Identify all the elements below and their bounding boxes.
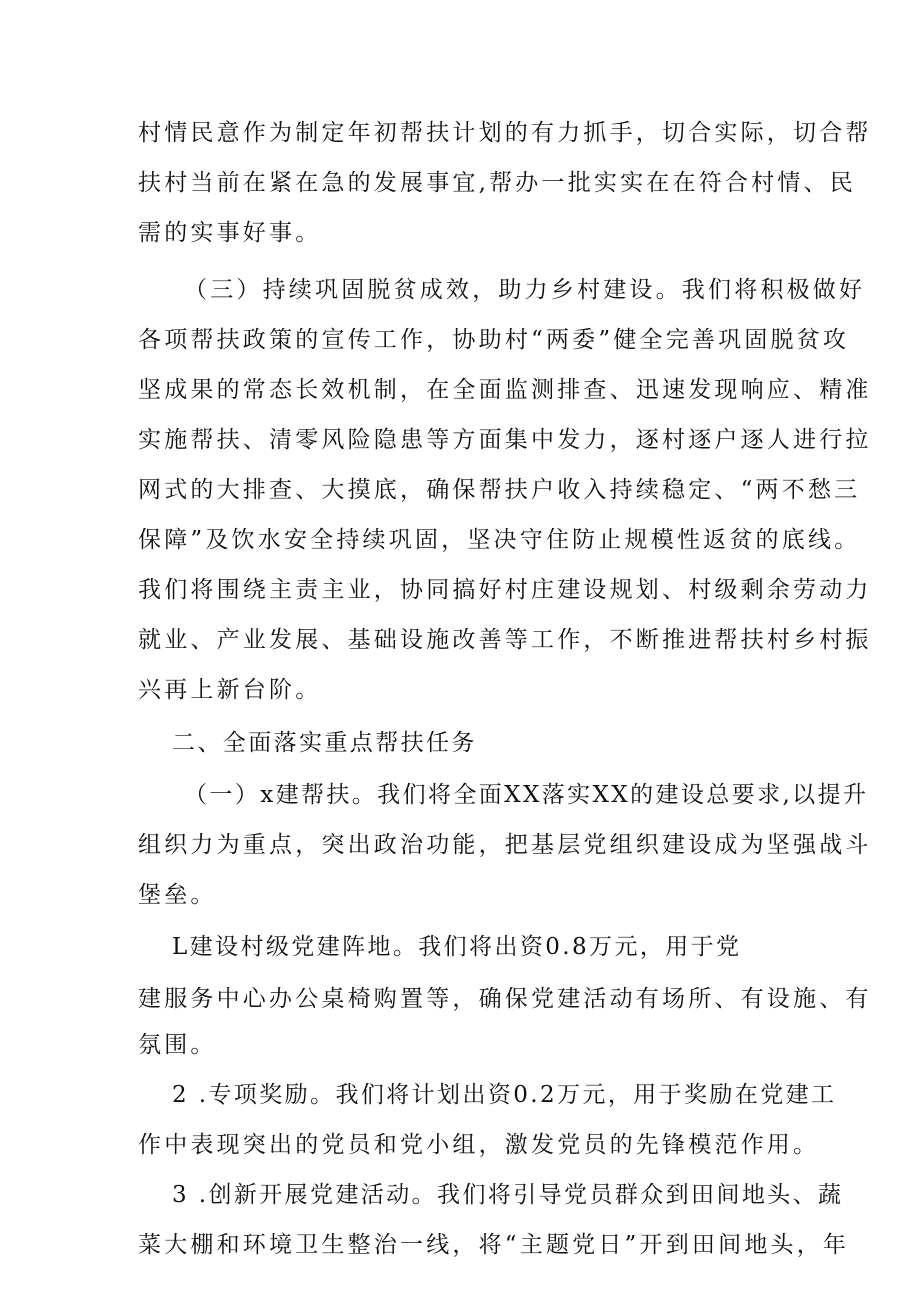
section-3-heading-line: （三）持续巩固脱贫成效，助力乡村建设。我们将积极做好 [184, 277, 866, 303]
paragraph-line-21: 作中表现突出的党员和党小组，激发党员的先锋模范作用。 [138, 1132, 820, 1158]
paragraph-line-16: 堡垒。 [138, 882, 217, 908]
paragraph-line-10: 我们将围绕主责主业，协同搞好村庄建设规划、村级剩余劳动力 [138, 577, 872, 603]
paragraph-line-11: 就业、产业发展、基础设施改善等工作，不断推进帮扶村乡村振 [138, 627, 872, 653]
paragraph-line-18: 建服务中心办公桌椅购置等，确保党建活动有场所、有设施、有 [138, 986, 872, 1012]
item-2-line: 2 .专项奖励。我们将计划出资0.2万元，用于奖励在党建工 [172, 1082, 837, 1108]
paragraph-line-23: 菜大棚和环境卫生整治一线，将“主题党日”开到田间地头，年 [138, 1232, 850, 1258]
item-1-line: L建设村级党建阵地。我们将出资0.8万元，用于党 [172, 934, 742, 960]
paragraph-line-6: 坚成果的常态长效机制，在全面监测排查、迅速发现响应、精准 [138, 377, 872, 403]
paragraph-line-9: 保障”及饮水安全持续巩固，坚决守住防止规模性返贫的底线。 [138, 527, 861, 553]
section-heading-2: 二、全面落实重点帮扶任务 [172, 730, 477, 756]
item-3-line: 3 .创新开展党建活动。我们将引导党员群众到田间地头、蔬 [172, 1182, 844, 1208]
paragraph-line-7: 实施帮扶、清零风险隐患等方面集中发力，逐村逐户逐人进行拉 [138, 427, 872, 453]
paragraph-line-5: 各项帮扶政策的宣传工作，协助村“两委”健全完善巩固脱贫攻 [138, 327, 850, 353]
paragraph-line-15: 组织力为重点，突出政治功能，把基层党组织建设成为坚强战斗 [138, 832, 872, 858]
paragraph-line-2: 扶村当前在紧在急的发展事宜,帮办一批实实在在符合村情、民 [138, 170, 856, 196]
paragraph-line-3: 需的实事好事。 [138, 220, 322, 246]
paragraph-line-1: 村情民意作为制定年初帮扶计划的有力抓手，切合实际，切合帮 [138, 120, 872, 146]
paragraph-line-19: 氛围。 [138, 1032, 217, 1058]
paragraph-line-12: 兴再上新台阶。 [138, 677, 322, 703]
subsection-1-heading-line: （一）x建帮扶。我们将全面XX落实XX的建设总要求,以提升 [184, 782, 869, 808]
paragraph-line-8: 网式的大排查、大摸底，确保帮扶户收入持续稳定、“两不愁三 [138, 477, 861, 503]
